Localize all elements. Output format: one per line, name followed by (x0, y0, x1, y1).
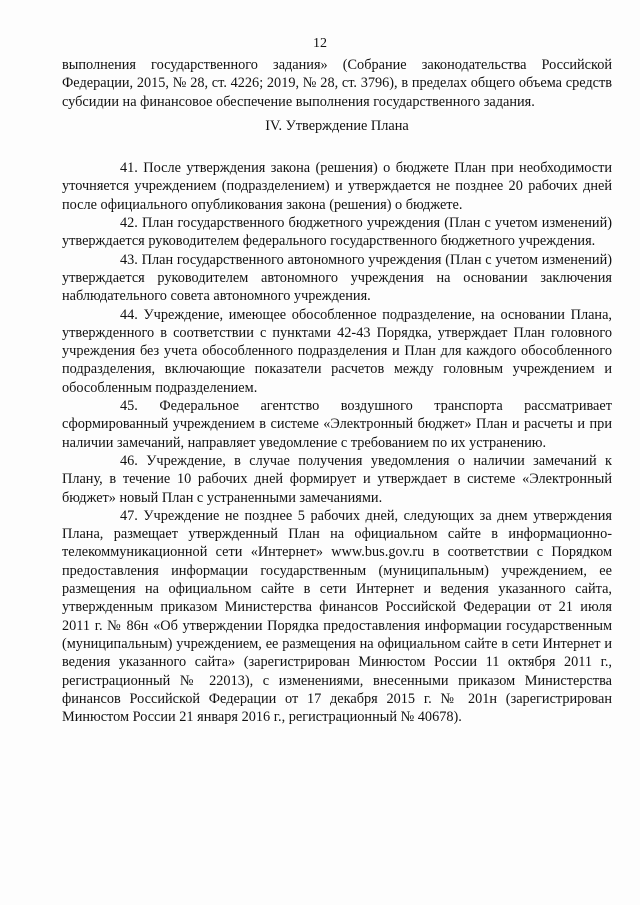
continuation-paragraph: выполнения государственного задания» (Собрание законодательства Российской Федерации, 2015, № 28, ст. 4226; 2019, № 28, ст. 3796), в пределах общего объема средств субсидии на финансовое обеспечение выполнения государственного задания. (62, 57, 612, 110)
paragraph-45: 45. Федеральное агентство воздушного транспорта рассматривает сформированный учреждением в системе «Электронный бюджет» План и расчеты и при наличии замечаний, направляет уведомление с требованием по их устранению. (62, 398, 612, 451)
paragraph-46: 46. Учреждение, в случае получения уведомления о наличии замечаний к Плану, в течение 10 рабочих дней формирует и утверждает в системе «Электронный бюджет» новый План с устраненными замечаниями. (62, 452, 612, 506)
page-number: 12 (313, 36, 327, 51)
paragraph-42: 42. План государственного бюджетного учреждения (План с учетом изменений) утверждается руководителем федерального государственного бюджетного учреждения. (62, 215, 612, 250)
paragraph-43: 43. План государственного автономного учреждения (План с учетом изменений) утверждается руководителем автономного учреждения на основании заключения наблюдательного совета автономного учреждения. (62, 251, 612, 305)
paragraph-44: 44. Учреждение, имеющее обособленное подразделение, на основании Плана, утвержденного в соответствии с пунктами 42-43 Порядка, утверждает План головного учреждения без учета обособленного подразделения и План для каждого обособленного подразделения, включающие показатели расчетов между головным учреждением и обособленным подразделением. (62, 306, 612, 396)
paragraph-41: 41. После утверждения закона (решения) о бюджете План при необходимости уточняется учреждением (подразделением) и утверждается не позднее 20 рабочих дней после официального опубликования закона (решения) о бюджете. (62, 160, 612, 213)
paragraph-47: 47. Учреждение не позднее 5 рабочих дней, следующих за днем утверждения Плана, размещает утвержденный План на официальном сайте в информационно-телекоммуникационной сети «Интернет» www.bus.gov.ru в соответствии с Порядком предоставления информации государственным (муниципальным) учреждением, ее размещения на официальном сайте в сети Интернет и ведения указанного сайта, утвержденным приказом Министерства финансов Российской Федерации от 21 июля 2011 г. № 86н «Об утверждении Порядка предоставления информации государственным (муниципальным) учреждением, ее размещения на официальном сайте в сети Интернет и ведения указанного сайта» (зарегистрирован Минюстом России 11 октября 2011 г., регистрационный № 22013), с изменениями, внесенными приказом Министерства финансов Российской Федерации от 17 декабря 2015 г. № 201н (зарегистрирован Минюстом России 21 января 2016 г., регистрационный № 40678). (62, 507, 612, 726)
document-body (62, 56, 612, 726)
section-heading: IV. Утверждение Плана (265, 117, 409, 134)
